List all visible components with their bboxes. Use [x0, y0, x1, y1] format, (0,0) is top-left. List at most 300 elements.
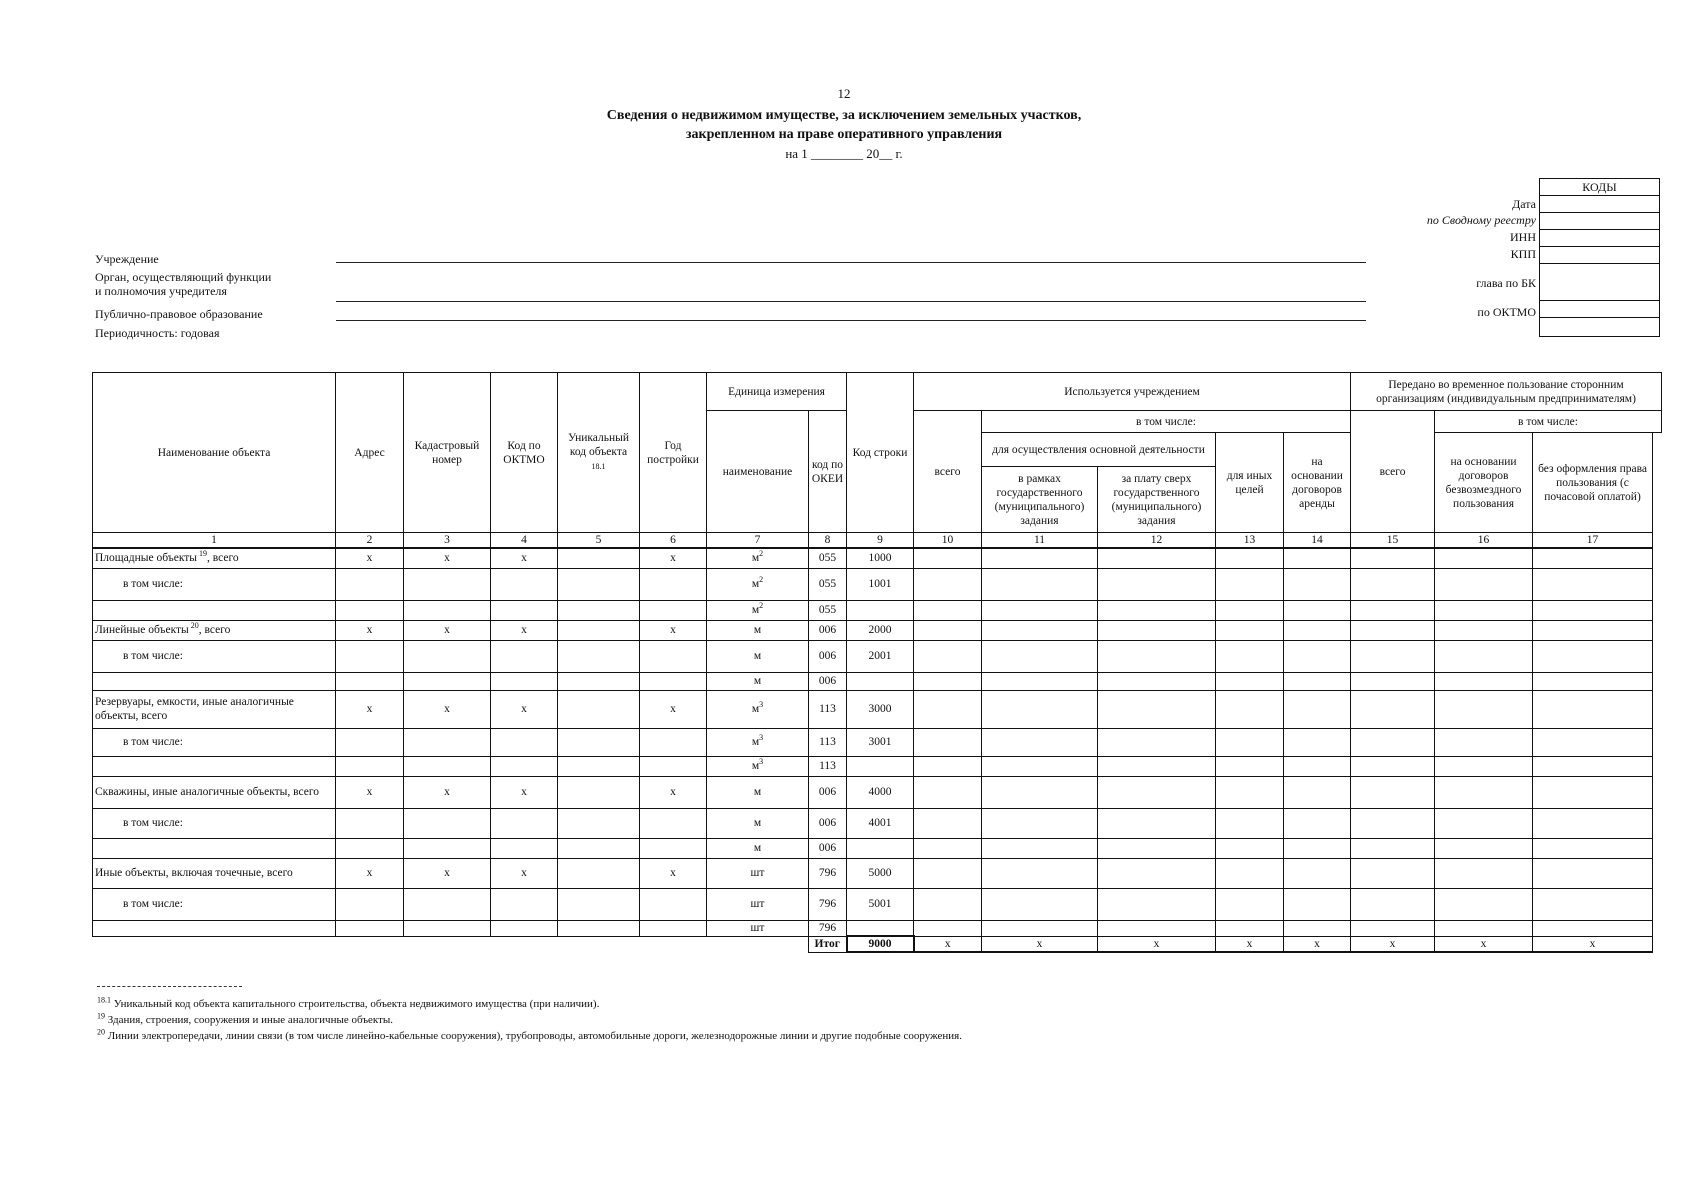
value-cell[interactable]	[1098, 690, 1216, 728]
value-cell[interactable]	[982, 620, 1098, 640]
oktmo-cell[interactable]	[491, 888, 558, 920]
value-cell[interactable]	[1351, 776, 1435, 808]
okei-cell: 113	[809, 756, 847, 776]
codes-extra-cell[interactable]	[1540, 317, 1659, 336]
year-cell[interactable]	[640, 600, 707, 620]
value-cell[interactable]	[1216, 548, 1284, 568]
column-number: 15	[1351, 533, 1435, 549]
value-cell[interactable]	[1435, 808, 1533, 838]
okei-cell: 006	[809, 672, 847, 690]
value-cell[interactable]	[1533, 568, 1653, 600]
header-used: Используется учреждением	[914, 373, 1351, 411]
total-code: 9000	[847, 936, 914, 952]
value-cell[interactable]	[914, 690, 982, 728]
cadastral-cell[interactable]	[404, 640, 491, 672]
oktmo-cell[interactable]	[491, 640, 558, 672]
address-cell[interactable]	[336, 888, 404, 920]
oktmo-cell[interactable]	[491, 838, 558, 858]
address-cell[interactable]	[336, 756, 404, 776]
address-cell[interactable]	[336, 728, 404, 756]
row-code-cell	[847, 672, 914, 690]
value-cell[interactable]	[1533, 600, 1653, 620]
column-number: 12	[1098, 533, 1216, 549]
value-cell[interactable]	[1533, 808, 1653, 838]
object-name-cell: в том числе:	[93, 808, 336, 838]
value-cell[interactable]	[1098, 568, 1216, 600]
value-cell[interactable]	[1284, 888, 1351, 920]
footnotes	[97, 996, 962, 1044]
value-cell[interactable]	[982, 600, 1098, 620]
value-cell[interactable]	[1533, 776, 1653, 808]
cadastral-cell[interactable]	[404, 808, 491, 838]
okei-cell: 796	[809, 920, 847, 936]
value-cell[interactable]	[914, 756, 982, 776]
year-cell[interactable]	[640, 888, 707, 920]
value-cell[interactable]	[1533, 920, 1653, 936]
header-paid: за плату сверх государственного (муниципального) задания	[1098, 467, 1216, 533]
value-cell[interactable]	[1435, 858, 1533, 888]
unique-code-cell[interactable]	[558, 640, 640, 672]
cadastral-cell[interactable]: х	[404, 776, 491, 808]
table-row	[93, 838, 1662, 858]
oktmo-cell[interactable]	[491, 672, 558, 690]
cadastral-cell[interactable]	[404, 600, 491, 620]
address-cell[interactable]	[336, 672, 404, 690]
unique-code-cell[interactable]	[558, 548, 640, 568]
unique-code-cell[interactable]	[558, 858, 640, 888]
value-cell[interactable]	[1284, 756, 1351, 776]
codes-registry-cell[interactable]	[1540, 212, 1659, 229]
codes-inn-cell[interactable]	[1540, 229, 1659, 246]
okei-cell: 006	[809, 640, 847, 672]
table-row	[93, 776, 1662, 808]
unique-code-cell[interactable]	[558, 728, 640, 756]
value-cell[interactable]	[1098, 888, 1216, 920]
value-cell[interactable]	[1533, 672, 1653, 690]
table-row	[93, 620, 1662, 640]
value-cell[interactable]	[1435, 548, 1533, 568]
cadastral-cell[interactable]	[404, 728, 491, 756]
value-cell[interactable]	[1216, 858, 1284, 888]
unique-code-cell[interactable]	[558, 672, 640, 690]
value-cell[interactable]	[1351, 548, 1435, 568]
oktmo-cell[interactable]: х	[491, 548, 558, 568]
value-cell[interactable]	[1351, 640, 1435, 672]
value-cell[interactable]	[982, 640, 1098, 672]
column-number: 1	[93, 533, 336, 549]
year-cell[interactable]	[640, 728, 707, 756]
value-cell[interactable]	[1435, 600, 1533, 620]
value-cell[interactable]	[1351, 728, 1435, 756]
value-cell[interactable]	[1098, 548, 1216, 568]
total-x-cell: х	[914, 936, 982, 952]
value-cell[interactable]	[982, 776, 1098, 808]
header-row-code: Код строки	[847, 373, 914, 533]
address-cell[interactable]: х	[336, 776, 404, 808]
unit-name-cell: $м^2$	[707, 568, 809, 600]
row-code-cell: 3000	[847, 690, 914, 728]
unique-code-cell[interactable]	[558, 600, 640, 620]
object-name-cell	[93, 838, 336, 858]
address-cell[interactable]	[336, 600, 404, 620]
year-cell[interactable]	[640, 756, 707, 776]
table-row	[93, 568, 1662, 600]
address-cell[interactable]	[336, 640, 404, 672]
value-cell[interactable]	[1098, 858, 1216, 888]
unit-name-cell: м	[707, 640, 809, 672]
unique-code-cell[interactable]	[558, 568, 640, 600]
unique-code-cell[interactable]	[558, 620, 640, 640]
year-cell[interactable]: х	[640, 690, 707, 728]
codes-kpp-cell[interactable]	[1540, 246, 1659, 263]
unit-name-cell: $м^2$	[707, 600, 809, 620]
column-number: 6	[640, 533, 707, 549]
year-cell[interactable]: х	[640, 548, 707, 568]
value-cell[interactable]	[1216, 600, 1284, 620]
cadastral-cell[interactable]	[404, 888, 491, 920]
value-cell[interactable]	[982, 920, 1098, 936]
object-name-cell: в том числе:	[93, 728, 336, 756]
total-label: Итог	[809, 936, 847, 952]
value-cell[interactable]	[1284, 858, 1351, 888]
value-cell[interactable]	[1284, 548, 1351, 568]
column-number: 8	[809, 533, 847, 549]
oktmo-cell[interactable]	[491, 568, 558, 600]
column-number: 16	[1435, 533, 1533, 549]
value-cell[interactable]	[1098, 776, 1216, 808]
value-cell[interactable]	[982, 568, 1098, 600]
page-title	[0, 106, 1688, 144]
codes-label-kpp: КПП	[1510, 247, 1536, 261]
header-unique-code	[558, 373, 640, 533]
unique-code-cell[interactable]	[558, 888, 640, 920]
column-number: 2	[336, 533, 404, 549]
value-cell[interactable]	[1435, 888, 1533, 920]
row-code-cell: 3001	[847, 728, 914, 756]
value-cell[interactable]	[982, 728, 1098, 756]
value-cell[interactable]	[982, 690, 1098, 728]
institution-field[interactable]	[336, 262, 1366, 263]
cadastral-cell[interactable]	[404, 568, 491, 600]
value-cell[interactable]	[982, 808, 1098, 838]
header-unique-code-sup: 18.1	[591, 462, 606, 471]
report-date-line: на 1 ________ 20__ г.	[785, 146, 903, 161]
value-cell[interactable]	[1216, 690, 1284, 728]
value-cell[interactable]	[1351, 756, 1435, 776]
value-cell[interactable]	[1216, 838, 1284, 858]
title-line-1: Сведения о недвижимом имуществе, за исключением земельных участков,	[606, 108, 1082, 123]
unique-code-cell[interactable]	[558, 756, 640, 776]
value-cell[interactable]	[1435, 568, 1533, 600]
value-cell[interactable]	[1098, 620, 1216, 640]
cadastral-cell[interactable]	[404, 838, 491, 858]
oktmo-cell[interactable]	[491, 808, 558, 838]
codes-label-bk: глава по БК	[1476, 276, 1536, 290]
header-unique-code-text: Уникальный код объекта	[567, 432, 630, 458]
value-cell[interactable]	[1435, 690, 1533, 728]
value-cell[interactable]	[1098, 808, 1216, 838]
value-cell[interactable]	[1435, 838, 1533, 858]
value-cell[interactable]	[1098, 672, 1216, 690]
oktmo-cell[interactable]: х	[491, 620, 558, 640]
year-cell[interactable]	[640, 838, 707, 858]
value-cell[interactable]	[1216, 776, 1284, 808]
year-cell[interactable]	[640, 568, 707, 600]
header-transferred-incl: в том числе:	[1435, 411, 1662, 433]
value-cell[interactable]	[1435, 728, 1533, 756]
value-cell[interactable]	[914, 728, 982, 756]
address-cell[interactable]	[336, 838, 404, 858]
value-cell[interactable]	[1533, 756, 1653, 776]
object-name-cell: в том числе:	[93, 888, 336, 920]
codes-bk-cell[interactable]	[1540, 263, 1659, 300]
okei-cell: 113	[809, 690, 847, 728]
value-cell[interactable]	[1533, 838, 1653, 858]
footnote: $^{18.1}$ Уникальный код объекта капитального строительства, объекта недвижимого имущества (при наличии).	[97, 995, 600, 1010]
value-cell[interactable]	[1351, 600, 1435, 620]
oktmo-cell[interactable]	[491, 756, 558, 776]
unit-name-cell: м	[707, 620, 809, 640]
okei-cell: 796	[809, 888, 847, 920]
value-cell[interactable]	[1351, 838, 1435, 858]
value-cell[interactable]	[1533, 728, 1653, 756]
row-code-cell: 1000	[847, 548, 914, 568]
property-table	[92, 372, 1662, 953]
value-cell[interactable]	[1216, 672, 1284, 690]
value-cell[interactable]	[1533, 620, 1653, 640]
total-x-cell: х	[1351, 936, 1435, 952]
object-name-cell: Линейные объекты $^{20}$, всего	[93, 620, 336, 640]
address-cell[interactable]: х	[336, 858, 404, 888]
value-cell[interactable]	[1098, 728, 1216, 756]
cadastral-cell[interactable]: х	[404, 690, 491, 728]
column-number: 11	[982, 533, 1098, 549]
value-cell[interactable]	[1098, 838, 1216, 858]
object-name-cell: Иные объекты, включая точечные, всего	[93, 858, 336, 888]
unit-name-cell: шт	[707, 888, 809, 920]
okei-cell: 796	[809, 858, 847, 888]
okei-cell: 006	[809, 620, 847, 640]
row-code-cell: 4000	[847, 776, 914, 808]
value-cell[interactable]	[914, 838, 982, 858]
value-cell[interactable]	[914, 548, 982, 568]
value-cell[interactable]	[914, 888, 982, 920]
codes-oktmo-cell[interactable]	[1540, 300, 1659, 317]
address-cell[interactable]: х	[336, 620, 404, 640]
row-code-cell	[847, 920, 914, 936]
header-free-use: на основании договоров безвозмездного пользования	[1435, 433, 1533, 533]
value-cell[interactable]	[1435, 620, 1533, 640]
oktmo-cell[interactable]: х	[491, 858, 558, 888]
value-cell[interactable]	[1216, 640, 1284, 672]
value-cell[interactable]	[1351, 920, 1435, 936]
founder-field[interactable]	[336, 301, 1366, 302]
year-cell[interactable]	[640, 640, 707, 672]
header-okei: код по ОКЕИ	[809, 411, 847, 533]
value-cell[interactable]	[914, 568, 982, 600]
address-cell[interactable]	[336, 920, 404, 936]
value-cell[interactable]	[1284, 838, 1351, 858]
value-cell[interactable]	[1216, 756, 1284, 776]
value-cell[interactable]	[1098, 756, 1216, 776]
value-cell[interactable]	[1351, 568, 1435, 600]
cadastral-cell[interactable]: х	[404, 858, 491, 888]
value-cell[interactable]	[1351, 888, 1435, 920]
unit-name-cell: шт	[707, 858, 809, 888]
address-cell[interactable]: х	[336, 548, 404, 568]
unique-code-cell[interactable]	[558, 776, 640, 808]
okei-cell: 055	[809, 600, 847, 620]
cadastral-cell[interactable]	[404, 756, 491, 776]
codes-header: КОДЫ	[1582, 180, 1617, 194]
column-number: 7	[707, 533, 809, 549]
year-cell[interactable]	[640, 920, 707, 936]
value-cell[interactable]	[1284, 690, 1351, 728]
total-x-cell: х	[1098, 936, 1216, 952]
cadastral-cell[interactable]: х	[404, 548, 491, 568]
value-cell[interactable]	[1284, 600, 1351, 620]
value-cell[interactable]	[1351, 620, 1435, 640]
value-cell[interactable]	[914, 672, 982, 690]
total-x-cell: х	[1216, 936, 1284, 952]
codes-label-oktmo: по ОКТМО	[1477, 305, 1536, 319]
oktmo-cell[interactable]	[491, 920, 558, 936]
address-cell[interactable]	[336, 568, 404, 600]
row-code-cell	[847, 838, 914, 858]
value-cell[interactable]	[982, 858, 1098, 888]
column-number: 17	[1533, 533, 1653, 549]
value-cell[interactable]	[1216, 568, 1284, 600]
value-cell[interactable]	[1435, 672, 1533, 690]
value-cell[interactable]	[1216, 728, 1284, 756]
unique-code-cell[interactable]	[558, 690, 640, 728]
oktmo-cell[interactable]	[491, 728, 558, 756]
year-cell[interactable]	[640, 808, 707, 838]
unit-name-cell: м	[707, 672, 809, 690]
oktmo-cell[interactable]: х	[491, 776, 558, 808]
header-main-activity: для осуществления основной деятельности	[982, 433, 1216, 467]
oktmo-cell[interactable]	[491, 600, 558, 620]
row-code-cell: 5000	[847, 858, 914, 888]
value-cell[interactable]	[1284, 620, 1351, 640]
value-cell[interactable]	[914, 640, 982, 672]
value-cell[interactable]	[914, 920, 982, 936]
unique-code-cell[interactable]	[558, 920, 640, 936]
table-row	[93, 858, 1662, 888]
header-unit: Единица измерения	[707, 373, 847, 411]
table-row	[93, 888, 1662, 920]
value-cell[interactable]	[1351, 858, 1435, 888]
year-cell[interactable]: х	[640, 858, 707, 888]
value-cell[interactable]	[1284, 640, 1351, 672]
unit-name-cell: $м^3$	[707, 728, 809, 756]
value-cell[interactable]	[914, 620, 982, 640]
column-number: 5	[558, 533, 640, 549]
value-cell[interactable]	[1098, 920, 1216, 936]
value-cell[interactable]	[1284, 568, 1351, 600]
header-lease: на основании договоров аренды	[1284, 433, 1351, 533]
value-cell[interactable]	[982, 756, 1098, 776]
address-cell[interactable]	[336, 808, 404, 838]
unit-name-cell: м	[707, 808, 809, 838]
column-number: 3	[404, 533, 491, 549]
oktmo-cell[interactable]: х	[491, 690, 558, 728]
okei-cell: 055	[809, 568, 847, 600]
value-cell[interactable]	[1435, 640, 1533, 672]
unit-name-cell: $м^3$	[707, 756, 809, 776]
value-cell[interactable]	[1216, 920, 1284, 936]
value-cell[interactable]	[1435, 756, 1533, 776]
year-cell[interactable]	[640, 672, 707, 690]
value-cell[interactable]	[1216, 808, 1284, 838]
value-cell[interactable]	[914, 776, 982, 808]
year-cell[interactable]: х	[640, 620, 707, 640]
year-cell[interactable]: х	[640, 776, 707, 808]
value-cell[interactable]	[1533, 640, 1653, 672]
value-cell[interactable]	[1351, 690, 1435, 728]
value-cell[interactable]	[982, 838, 1098, 858]
address-cell[interactable]: х	[336, 690, 404, 728]
periodicity-label: Периодичность: годовая	[95, 326, 220, 340]
value-cell[interactable]	[1533, 548, 1653, 568]
unit-name-cell: м	[707, 776, 809, 808]
value-cell[interactable]	[1284, 728, 1351, 756]
value-cell[interactable]	[1435, 776, 1533, 808]
row-code-cell: 4001	[847, 808, 914, 838]
value-cell[interactable]	[1216, 620, 1284, 640]
header-transferred-total: всего	[1351, 411, 1435, 533]
value-cell[interactable]	[1284, 920, 1351, 936]
total-x-cell: х	[1284, 936, 1351, 952]
value-cell[interactable]	[1533, 888, 1653, 920]
total-spacer	[93, 936, 809, 952]
municipality-field[interactable]	[336, 320, 1366, 321]
cadastral-cell[interactable]	[404, 920, 491, 936]
okei-cell: 006	[809, 838, 847, 858]
value-cell[interactable]	[1435, 920, 1533, 936]
value-cell[interactable]	[1098, 600, 1216, 620]
table-row	[93, 640, 1662, 672]
header-used-total: всего	[914, 411, 982, 533]
header-used-incl: в том числе:	[982, 411, 1351, 433]
cadastral-cell[interactable]: х	[404, 620, 491, 640]
value-cell[interactable]	[1098, 640, 1216, 672]
value-cell[interactable]	[914, 808, 982, 838]
value-cell[interactable]	[1533, 858, 1653, 888]
value-cell[interactable]	[1284, 776, 1351, 808]
value-cell[interactable]	[1216, 888, 1284, 920]
value-cell[interactable]	[982, 888, 1098, 920]
value-cell[interactable]	[1351, 808, 1435, 838]
unique-code-cell[interactable]	[558, 838, 640, 858]
page-number: 12	[837, 86, 851, 101]
value-cell[interactable]	[1284, 672, 1351, 690]
unique-code-cell[interactable]	[558, 808, 640, 838]
codes-date-cell[interactable]	[1540, 195, 1659, 212]
value-cell[interactable]	[982, 672, 1098, 690]
value-cell[interactable]	[1533, 690, 1653, 728]
value-cell[interactable]	[982, 548, 1098, 568]
header-oktmo: Код по ОКТМО	[491, 373, 558, 533]
value-cell[interactable]	[1284, 808, 1351, 838]
institution-label: Учреждение	[95, 252, 159, 266]
value-cell[interactable]	[1351, 672, 1435, 690]
value-cell[interactable]	[914, 600, 982, 620]
cadastral-cell[interactable]	[404, 672, 491, 690]
value-cell[interactable]	[914, 858, 982, 888]
unit-name-cell: $м^2$	[707, 548, 809, 568]
total-x-cell: х	[982, 936, 1098, 952]
